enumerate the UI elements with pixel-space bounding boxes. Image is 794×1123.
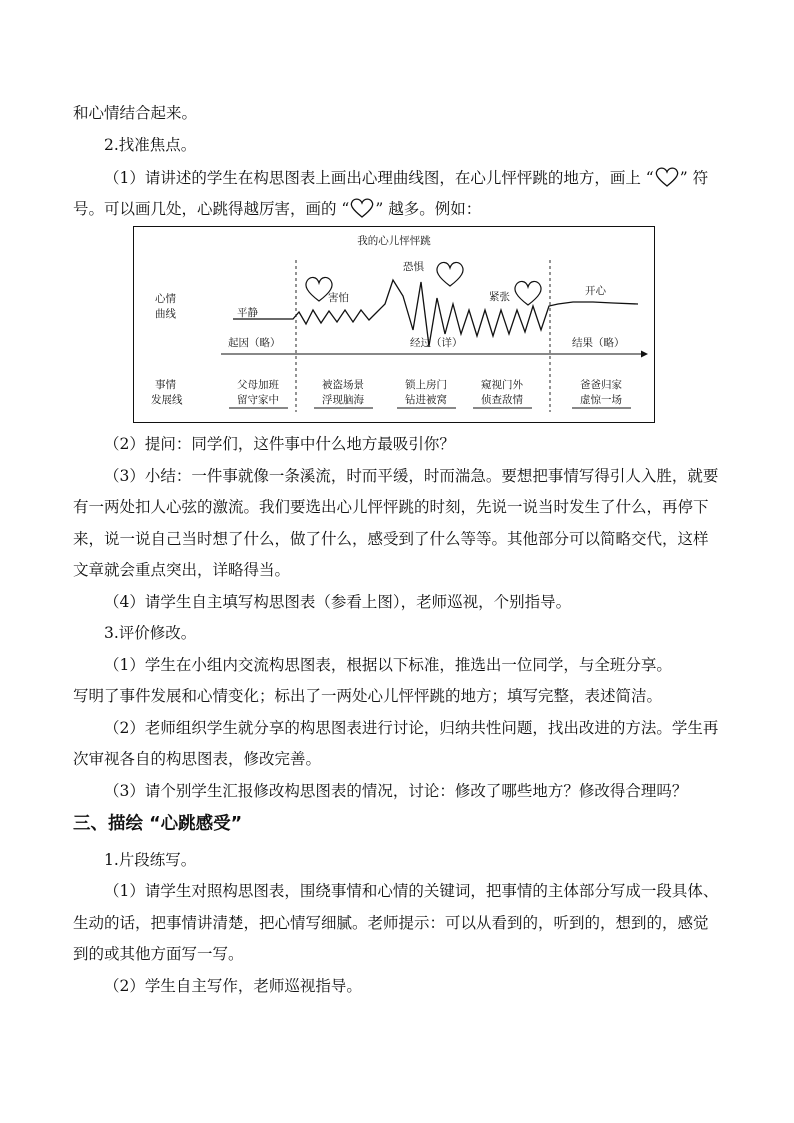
heart-icon <box>437 262 463 286</box>
paragraph-line: （4）请学生自主填写构思图表（参看上图），老师巡视，个别指导。 <box>104 593 572 611</box>
paragraph-line: （2）提问：同学们，这件事中什么地方最吸引你？ <box>104 435 455 453</box>
paragraph-line: 来，说一说自己当时想了什么，做了什么，感受到了什么等等。其他部分可以简略交代，这样 <box>73 530 709 548</box>
event-line-1: 父母加班 <box>237 379 279 391</box>
paragraph-line: （1）请学生对照构思图表，围绕事情和心情的关键词，把事情的主体部分写成一段具体、 <box>104 882 719 900</box>
event-line-1: 爸爸归家 <box>580 379 622 391</box>
stage-label-end: 结果（略） <box>572 337 625 349</box>
event-item <box>397 378 456 408</box>
paragraph-line: 次审视各自的构思图表，修改完善。 <box>73 750 322 768</box>
paragraph-line <box>104 166 708 188</box>
stage-label-start: 起因（略） <box>228 337 281 349</box>
paragraph-line: （2）老师组织学生就分享的构思图表进行讨论，归纳共性问题，找出改进的方法。学生再 <box>104 719 719 737</box>
paragraph-text: ” 符 <box>679 169 709 187</box>
mood-label-nervous: 紧张 <box>489 291 510 303</box>
event-item <box>314 378 373 408</box>
paragraph-line: （3）小结：一件事就像一条溪流，时而平缓，时而湍急。要想把事情写得引人入胜，就要 <box>104 467 719 485</box>
diagram-title: 我的心儿怦怦跳 <box>357 235 431 247</box>
event-item <box>572 378 631 408</box>
row-label-mood-1: 心情 <box>155 293 176 305</box>
timeline-arrowhead <box>641 351 648 358</box>
row-label-event-2: 发展线 <box>151 394 183 406</box>
event-line-2: 钻进被窝 <box>405 394 447 406</box>
event-item <box>229 378 288 408</box>
mood-label-calm: 平静 <box>237 307 258 319</box>
section-heading: 三、描绘 “心跳感受” <box>73 814 243 834</box>
heart-icon <box>654 166 680 188</box>
mood-label-fear: 恐惧 <box>403 261 424 273</box>
event-line-2: 浮现脑海 <box>322 394 364 406</box>
paragraph-line: （3）请个别学生汇报修改构思图表的情况，讨论：修改了哪些地方？修改得合理吗？ <box>104 782 688 800</box>
paragraph-text: （1）请讲述的学生在构思图表上画出心理曲线图，在心儿怦怦跳的地方，画上 “ <box>104 169 654 187</box>
event-line-2: 侦查敌情 <box>481 394 523 406</box>
paragraph-line: 和心情结合起来。 <box>73 104 198 122</box>
event-line-1: 窥视门外 <box>481 379 523 391</box>
paragraph-line: （1）学生在小组内交流构思图表，根据以下标准，推选出一位同学，与全班分享。 <box>104 656 672 674</box>
event-line-1: 锁上房门 <box>405 379 447 391</box>
event-line-2: 留守家中 <box>237 394 279 406</box>
paragraph-line: 有一两处扣人心弦的激流。我们要选出心儿怦怦跳的时刻，先说一说当时发生了什么，再停下 <box>73 498 709 516</box>
paragraph-line <box>73 197 481 219</box>
paragraph-text: 号。可以画几处，心跳得越厉害，画的 “ <box>73 200 350 218</box>
heart-icon <box>515 281 541 305</box>
paragraph-text: ” 越多。例如： <box>375 200 482 218</box>
heartbeat-diagram <box>133 226 655 423</box>
row-label-mood-2: 曲线 <box>155 308 176 320</box>
paragraph-line: 生动的话，把事情讲清楚，把心情写细腻。老师提示：可以从看到的，听到的，想到的，感觉 <box>73 914 709 932</box>
heart-icon <box>349 197 375 219</box>
event-line-1: 被盗场景 <box>322 379 364 391</box>
row-label-event-1: 事情 <box>155 379 176 391</box>
section-step-heading: 3.评价修改。 <box>104 624 197 642</box>
diagram-frame <box>134 227 655 423</box>
paragraph-line: 文章就会重点突出，详略得当。 <box>73 561 291 579</box>
section-step-heading: 1.片段练写。 <box>104 851 197 869</box>
mood-label-afraid: 害怕 <box>328 292 349 304</box>
event-line-2: 虚惊一场 <box>580 394 622 406</box>
stage-label-middle: 经过（详） <box>410 337 463 349</box>
mood-label-happy: 开心 <box>585 285 606 297</box>
paragraph-line: 到的或其他方面写一写。 <box>73 945 244 963</box>
paragraph-line: （2）学生自主写作，老师巡视指导。 <box>104 977 362 995</box>
paragraph-line: 写明了事件发展和心情变化；标出了一两处心儿怦怦跳的地方；填写完整，表述简洁。 <box>73 687 663 705</box>
event-item <box>473 378 532 408</box>
section-step-heading: 2.找准焦点。 <box>104 136 197 154</box>
